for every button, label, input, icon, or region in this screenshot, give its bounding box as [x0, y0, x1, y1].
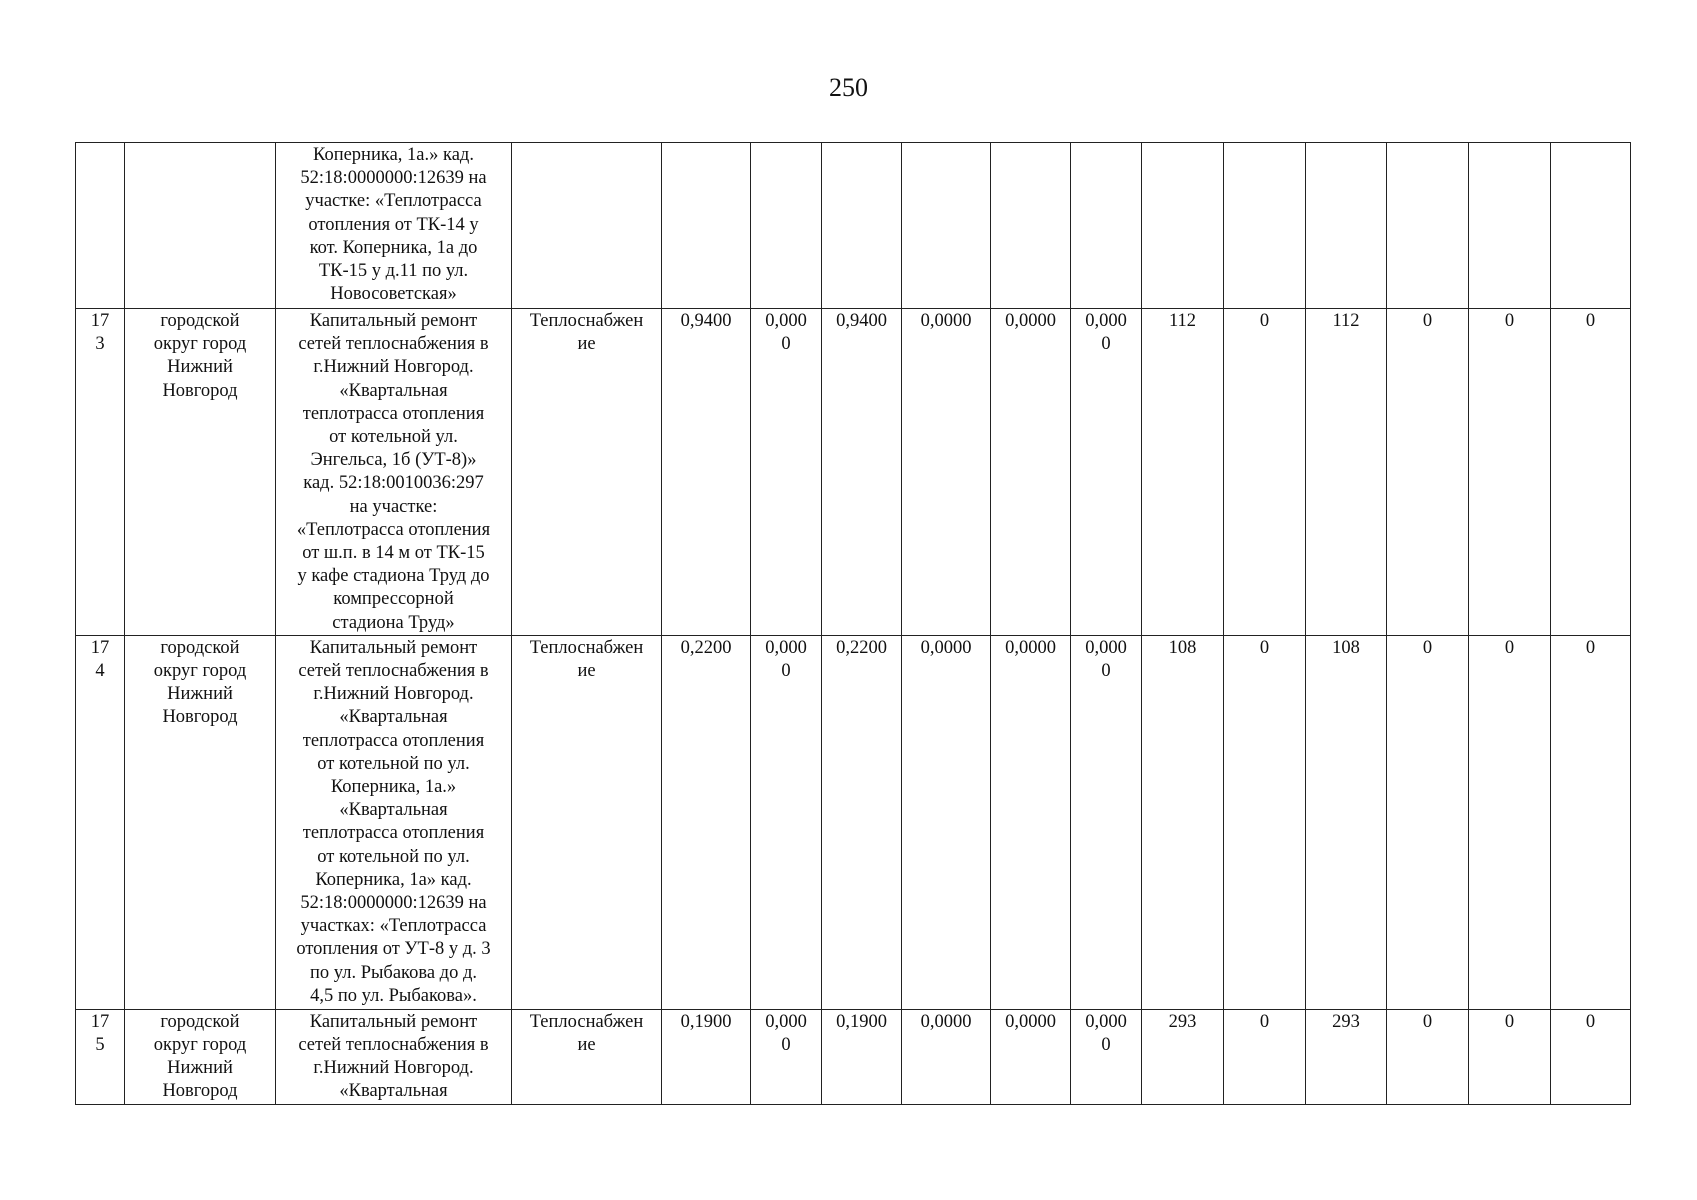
- table-cell-value: 0,0000: [991, 1009, 1071, 1104]
- table-cell-value: 112: [1142, 309, 1224, 636]
- table-cell-value: 0,2200: [662, 635, 751, 1009]
- table-cell-value: 0: [1551, 635, 1631, 1009]
- table-cell-row-number: 17 5: [76, 1009, 125, 1104]
- table-cell-value: [751, 143, 822, 309]
- table-cell-value: 0: [1551, 309, 1631, 636]
- table-cell-value: 0,000 0: [751, 1009, 822, 1104]
- table-cell-value: [1387, 143, 1469, 309]
- table-cell-value: 0: [1551, 1009, 1631, 1104]
- table-row: [76, 143, 1631, 309]
- table-cell-municipality: [125, 143, 276, 309]
- table-cell-description: Капитальный ремонт сетей теплоснабжения в г.Нижний Новгород. «Квартальная теплотрасса отопления от котельной по ул. Коперника, 1а.» «Квартальная теплотрасса отопления от котельной по ул. Коперника, 1а» кад. 52:18:0000000:12639 на участках: «Теплотрасса отопления от УТ-8 у д. 3 по ул. Рыбакова до д. 4,5 по ул. Рыбакова».: [276, 635, 512, 1009]
- table-cell-value: 0,0000: [902, 1009, 991, 1104]
- table-cell-value: [822, 143, 902, 309]
- table-cell-value: 0,0000: [902, 309, 991, 636]
- page-number: 250: [829, 73, 868, 102]
- table-cell-category: [512, 143, 662, 309]
- table-row: [76, 635, 1631, 1009]
- table-cell-value: 293: [1306, 1009, 1387, 1104]
- table-cell-value: 108: [1142, 635, 1224, 1009]
- table-cell-value: [1071, 143, 1142, 309]
- table-cell-value: 108: [1306, 635, 1387, 1009]
- table-cell-value: 0,0000: [991, 309, 1071, 636]
- table-cell-value: [1469, 143, 1551, 309]
- table-cell-value: 0,000 0: [1071, 309, 1142, 636]
- table-cell-value: 0,000 0: [1071, 635, 1142, 1009]
- table-cell-value: 0,9400: [822, 309, 902, 636]
- table-row: [76, 1009, 1631, 1104]
- table-cell-value: 0: [1387, 1009, 1469, 1104]
- table-cell-description: Капитальный ремонт сетей теплоснабжения в г.Нижний Новгород. «Квартальная теплотрасса отопления от котельной ул. Энгельса, 1б (УТ-8)» кад. 52:18:0010036:297 на участке: «Теплотрасса отопления от ш.п. в 14 м от ТК-15 у кафе стадиона Труд до компрессорной стадиона Труд»: [276, 309, 512, 636]
- table-cell-value: 0: [1387, 309, 1469, 636]
- table-cell-municipality: городской округ город Нижний Новгород: [125, 1009, 276, 1104]
- table-cell-row-number: 17 3: [76, 309, 125, 636]
- table-cell-value: [1306, 143, 1387, 309]
- table-body: [76, 143, 1631, 1105]
- table-cell-value: [662, 143, 751, 309]
- table-cell-value: [1224, 143, 1306, 309]
- table-row: [76, 309, 1631, 636]
- table-cell-value: 0,000 0: [751, 635, 822, 1009]
- table-cell-value: 0,2200: [822, 635, 902, 1009]
- table-cell-row-number: [76, 143, 125, 309]
- table-cell-value: 0,9400: [662, 309, 751, 636]
- table-cell-value: 0: [1224, 635, 1306, 1009]
- table-cell-municipality: городской округ город Нижний Новгород: [125, 309, 276, 636]
- table-cell-value: 0,0000: [902, 635, 991, 1009]
- table-cell-value: 0,1900: [822, 1009, 902, 1104]
- table-cell-value: [902, 143, 991, 309]
- table-cell-category: Теплоснабжен ие: [512, 635, 662, 1009]
- table-cell-value: 0: [1469, 635, 1551, 1009]
- table-cell-value: 0,000 0: [1071, 1009, 1142, 1104]
- table-cell-value: 293: [1142, 1009, 1224, 1104]
- table-cell-value: 0: [1224, 309, 1306, 636]
- table-cell-description: Капитальный ремонт сетей теплоснабжения в г.Нижний Новгород. «Квартальная: [276, 1009, 512, 1104]
- table-cell-value: 0: [1469, 1009, 1551, 1104]
- data-table: [75, 142, 1631, 1105]
- table-cell-municipality: городской округ город Нижний Новгород: [125, 635, 276, 1009]
- table-cell-value: [1551, 143, 1631, 309]
- table-cell-value: 112: [1306, 309, 1387, 636]
- table-cell-category: Теплоснабжен ие: [512, 1009, 662, 1104]
- table-cell-value: 0: [1469, 309, 1551, 636]
- table-cell-value: [1142, 143, 1224, 309]
- table-cell-row-number: 17 4: [76, 635, 125, 1009]
- table-cell-value: [991, 143, 1071, 309]
- table-cell-value: 0,0000: [991, 635, 1071, 1009]
- table-cell-description: Коперника, 1а.» кад. 52:18:0000000:12639 на участке: «Теплотрасса отопления от ТК-14 у кот. Коперника, 1а до ТК-15 у д.11 по ул. Новосоветская»: [276, 143, 512, 309]
- table-cell-value: 0,000 0: [751, 309, 822, 636]
- table-cell-value: 0: [1387, 635, 1469, 1009]
- table-cell-category: Теплоснабжен ие: [512, 309, 662, 636]
- table-cell-value: 0: [1224, 1009, 1306, 1104]
- table-cell-value: 0,1900: [662, 1009, 751, 1104]
